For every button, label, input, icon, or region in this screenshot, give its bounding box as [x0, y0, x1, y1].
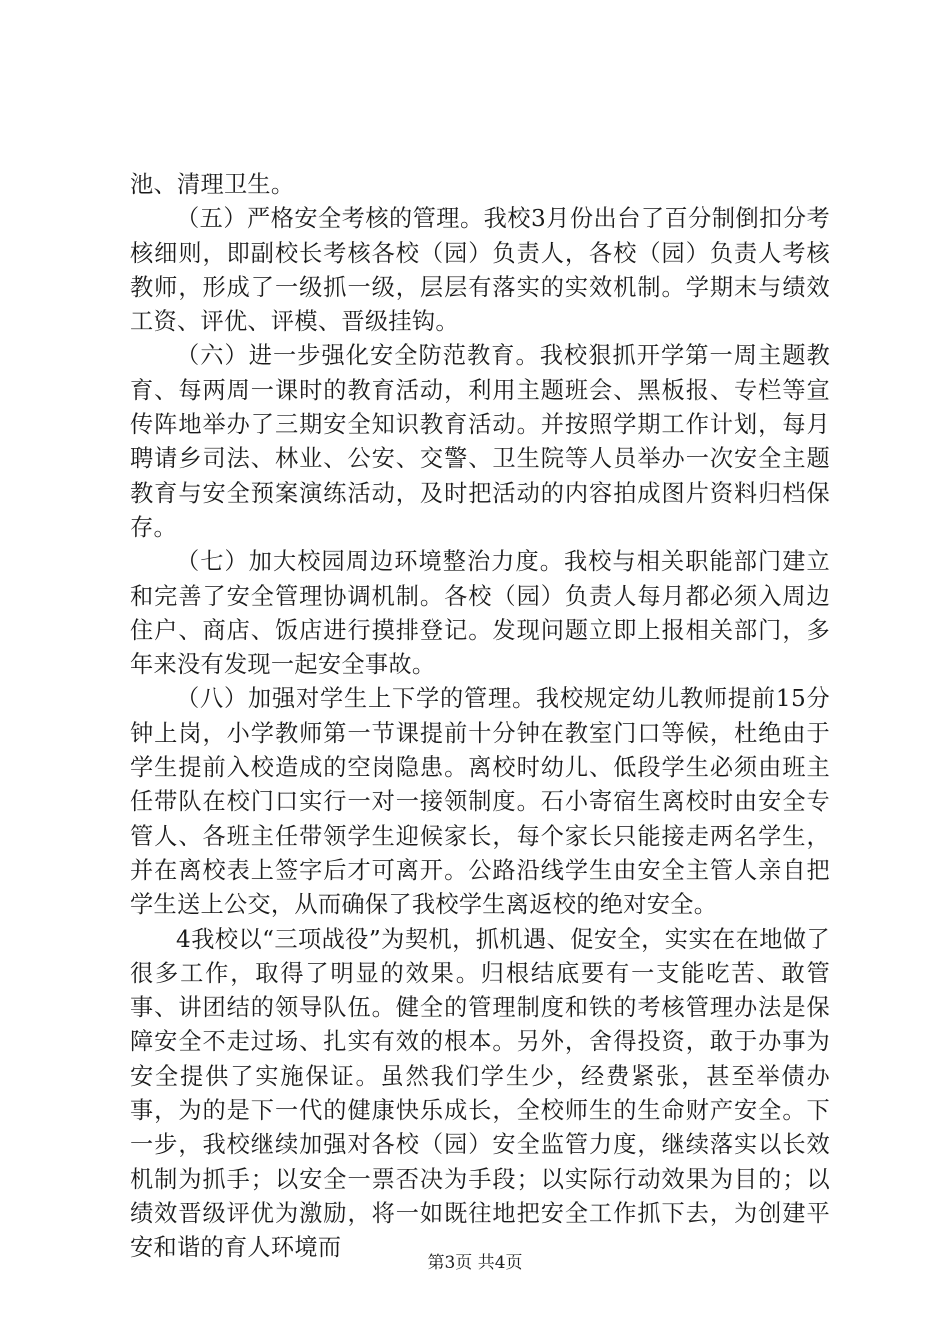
paragraph-section-7: （七）加大校园周边环境整治力度。我校与相关职能部门建立和完善了安全管理协调机制。各校（园）负责人每月都必须入周边住户、商店、饭店进行摸排登记。发现问题立即上报相关部门，多年来没有发现一起安全事故。: [130, 548, 830, 679]
document-body: [130, 168, 830, 1266]
paragraph-section-8: （八）加强对学生上下学的管理。我校规定幼儿教师提前15分钟上岗，小学教师第一节课提前十分钟在教室门口等候，杜绝由于学生提前入校造成的空岗隐患。离校时幼儿、低段学生必须由班主任带队在校门口实行一对一接领制度。石小寄宿生离校时由安全专管人、各班主任带领学生迎候家长，每个家长只能接走两名学生，并在离校表上签字后才可离开。公路沿线学生由安全主管人亲自把学生送上公交，从而确保了我校学生离返校的绝对安全。: [130, 685, 830, 919]
paragraph-continuation: 池、清理卫生。: [130, 171, 295, 198]
paragraph-section-5: （五）严格安全考核的管理。我校3月份出台了百分制倒扣分考核细则，即副校长考核各校（园）负责人，各校（园）负责人考核教师，形成了一级抓一级，层层有落实的实效机制。学期末与绩效工资、评优、评模、晋级挂钩。: [130, 205, 830, 336]
page-footer: 第3页 共4页: [427, 1253, 523, 1273]
paragraph-summary: 4我校以“三项战役”为契机，抓机遇、促安全，实实在在地做了很多工作，取得了明显的效果。归根结底要有一支能吃苦、敢管事、讲团结的领导队伍。健全的管理制度和铁的考核管理办法是保障安全不走过场、扎实有效的根本。另外，舍得投资，敢于办事为安全提供了实施保证。虽然我们学生少，经费紧张，甚至举债办事，为的是下一代的健康快乐成长，全校师生的生命财产安全。下一步，我校继续加强对各校（园）安全监管力度，继续落实以长效机制为抓手；以安全一票否决为手段；以实际行动效果为目的；以绩效晋级评优为激励，将一如既往地把安全工作抓下去，为创建平安和谐的育人环境而: [130, 925, 830, 1262]
paragraph-section-6: （六）进一步强化安全防范教育。我校狠抓开学第一周主题教育、每两周一课时的教育活动，利用主题班会、黑板报、专栏等宣传阵地举办了三期安全知识教育活动。并按照学期工作计划，每月聘请乡司法、林业、公安、交警、卫生院等人员举办一次安全主题教育与安全预案演练活动，及时把活动的内容拍成图片资料归档保存。: [130, 342, 830, 541]
